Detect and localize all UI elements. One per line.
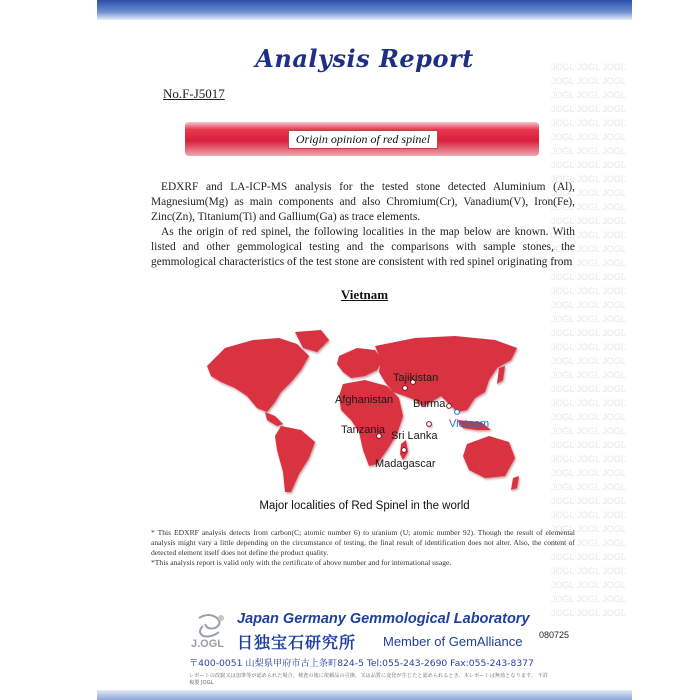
map-label-sri-lanka: Sri Lanka xyxy=(391,430,438,442)
map-label-afghanistan: Afghanistan xyxy=(335,394,394,406)
africa-shape xyxy=(339,380,403,466)
report-page xyxy=(97,0,632,700)
japan-shape xyxy=(497,366,505,384)
origin-conclusion: Vietnam xyxy=(340,287,389,302)
analysis-body xyxy=(151,180,575,270)
south-america-shape xyxy=(275,426,315,492)
continents xyxy=(207,330,519,492)
marker-madagascar xyxy=(402,448,407,453)
world-map-graphic xyxy=(205,326,523,498)
document-code: 080725 xyxy=(539,630,570,640)
marker-burma xyxy=(447,404,452,409)
map-caption: Major localities of Red Spinel in the world xyxy=(259,500,470,512)
bottom-border-band xyxy=(97,690,632,700)
map-label-burma: Burma xyxy=(413,398,446,410)
marker-afghanistan xyxy=(403,386,408,391)
lab-name-japanese: 日独宝石研究所 xyxy=(237,633,357,652)
new-zealand-shape xyxy=(511,476,519,490)
marker-vietnam xyxy=(455,410,460,415)
footnote-validity: *This analysis report is valid only with the certificate of above number and for international usage. xyxy=(151,558,452,567)
australia-shape xyxy=(463,436,515,478)
lab-address: 〒400-0051 山梨県甲府市古上条町824-5 Tel:055-243-2690 Fax:055-243-8377 xyxy=(189,658,534,669)
report-title: Analysis Report xyxy=(255,44,474,73)
north-america-shape xyxy=(207,338,309,412)
watermark-pattern: JOGL JOGL JOGL JOGL JOGL JOGL JOGL JOGL JOGL JOGL JOGL JOGL JOGL JOGL JOGL JOGL JOGL JOGL JOGL JOGL JOGL JOGL JOGL JOGL JOGL JOGL JOGL JOGL JOGL JOGL JOGL JOGL JOGL JOGL JOGL JOGL JOGL JOGL JOGL JOGL JOGL JOGL JOGL JOGL JOGL JOGL JOGL JOGL JOGL JOGL JOGL JOGL JOGL JOGL JOGL JOGL JOGL JOGL JOGL JOGL JOGL JOGL JOGL JOGL JOGL JOGL JOGL JOGL JOGL JOGL JOGL JOGL JOGL JOGL JOGL JOGL JOGL JOGL JOGL JOGL JOGL JOGL JOGL JOGL JOGL JOGL JOGL JOGL JOGL JOGL JOGL JOGL JOGL JOGL JOGL JOGL JOGL JOGL JOGL JOGL JOGL JOGL JOGL JOGL JOGL JOGL JOGL JOGL JOGL JOGL JOGL JOGL JOGL JOGL JOGL JOGL JOGL JOGL JOGL JOGL xyxy=(550,62,626,618)
membership-label: Member of GemAlliance xyxy=(383,634,523,649)
lab-name-english: Japan Germany Gemmological Laboratory xyxy=(237,611,530,627)
footnotes xyxy=(151,528,575,568)
logo-text: J.OGL xyxy=(191,638,225,650)
heading-banner xyxy=(185,122,539,156)
europe-shape xyxy=(337,348,383,378)
jogl-logo-icon xyxy=(189,610,235,650)
map-label-madagascar: Madagascar xyxy=(375,458,436,470)
banner-heading: Origin opinion of red spinel xyxy=(288,130,438,149)
world-map xyxy=(205,326,523,498)
analysis-paragraph-2: As the origin of red spinel, the following localities in the map below are known. With listed and other gemmological testing and the comparisons with sample stones, the gemmological characteristics of the test stone are consistent with red spinel originating from xyxy=(151,226,575,268)
top-border-band xyxy=(97,0,632,20)
map-label-tajikistan: Tajikistan xyxy=(393,372,439,384)
map-label-tanzania: Tanzania xyxy=(341,424,386,436)
analysis-paragraph-1: EDXRF and LA-ICP-MS analysis for the tested stone detected Aluminium (Al), Magnesium(Mg) as main components and also Chromium(Cr), Vanadium(V), Iron(Fe), Zinc(Zn), Titanium(Ti) and Gallium(Ga) as trace elements. xyxy=(151,181,575,223)
central-america-shape xyxy=(265,412,283,426)
map-label-vietnam: Vietnam xyxy=(449,418,490,430)
footnote-edxrf: * This EDXRF analysis detects from carbon(C; atomic number 6) to uranium (U; atomic number 92). Though the result of elemental analysis might vary a little depending on the circumstance of testing, the final result of identification does not alter. Also, the content of detected element itself does not define the product quality. xyxy=(151,528,575,557)
marker-sri-lanka xyxy=(427,422,432,427)
lab-disclaimer: レポートの改竄又は加筆等が認められた場合、検査の後に依頼品の引換、又は品質に変化が生じたと認められるとき、本レポートは無効となります。 不許複製 JOGL xyxy=(189,673,548,686)
report-number: No.F-J5017 xyxy=(163,86,225,101)
